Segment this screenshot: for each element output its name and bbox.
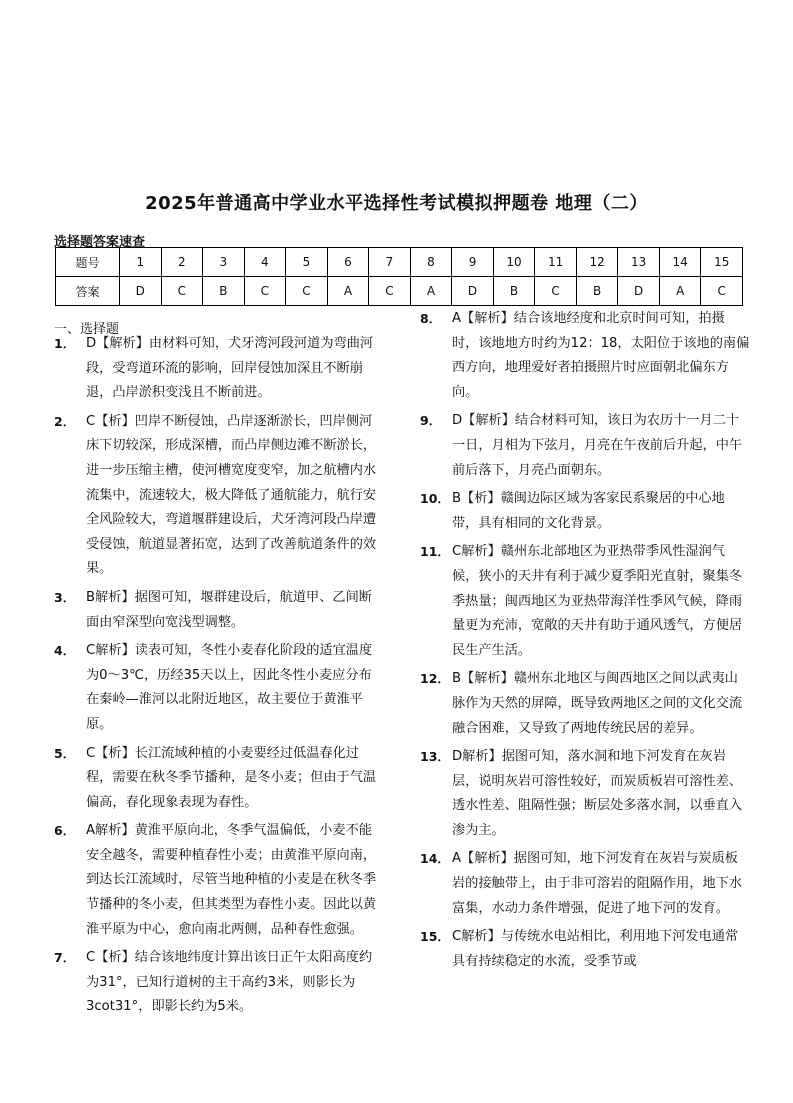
question-number-cell: 13	[618, 248, 660, 277]
answer-cell: B	[203, 277, 245, 306]
question-number: 10．	[420, 491, 450, 507]
answer-cell: D	[618, 277, 660, 306]
explanation-text: C【析】长江流域种植的小麦要经过低温春化过程，需要在秋冬季节播种，是冬小麦；但由于气温偏高，春化现象表现为春性。	[86, 745, 377, 810]
question-number: 8．	[420, 311, 442, 326]
answer-table	[55, 247, 743, 306]
explanation-item	[420, 925, 750, 974]
answer-cell: D	[452, 277, 494, 306]
question-number-cell: 5	[286, 248, 328, 277]
explanation-text: C解析】读表可知，冬性小麦春化阶段的适宜温度为0～3℃，历经35天以上，因此冬性小麦应分布在秦岭—淮河以北附近地区，故主要位于黄淮平原。	[86, 643, 373, 732]
explanation-text: A【解析】据图可知，地下河发育在灰岩与炭质板岩的接触带上，由于非可溶岩的阻隔作用，地下水富集，水动力条件增强，促进了地下河的发育。	[452, 851, 743, 916]
explanation-text: C【析】结合该地纬度计算出该日正午太阳高度约为31°，已知行道树的主干高约3米，则影长为3cot31°，即影长约为5米。	[86, 950, 373, 1015]
question-number-cell: 2	[161, 248, 203, 277]
explanation-item	[420, 540, 750, 663]
explanation-item	[54, 639, 384, 737]
explanation-text: A【解析】结合该地经度和北京时间可知，拍摄时，该地地方时约为12：18，太阳位于该地的南偏西方向，地理爱好者拍摄照片时应面朝北偏东方向。	[452, 311, 750, 400]
answer-cell: A	[327, 277, 369, 306]
question-number: 15．	[420, 929, 450, 945]
question-number: 9．	[420, 413, 442, 429]
explanation-item	[54, 332, 384, 406]
explanation-text: A解析】黄淮平原向北，冬季气温偏低，小麦不能安全越冬，需要种植春性小麦；由黄淮平原向南，到达长江流域时，尽管当地种植的小麦是在秋冬季节播种的冬小麦，但其类型为春性小麦。因此以黄淮平原为中心，愈向南北两侧，品种春性愈强。	[86, 823, 377, 937]
explanation-item	[54, 742, 384, 816]
explanation-text: C【析】凹岸不断侵蚀，凸岸逐渐淤长，凹岸侧河床下切较深，形成深槽，而凸岸侧边滩不断淤长，进一步压缩主槽，使河槽宽度变窄，加之航槽内水流集中，流速较大，极大降低了通航能力，航行安全风险较大，弯道堰群建设后，犬牙湾河段凸岸遭受侵蚀，航道显著拓宽，达到了改善航道条件的效果。	[86, 413, 377, 577]
question-number-cell: 10	[493, 248, 535, 277]
question-number: 11．	[420, 544, 450, 560]
answer-cell: A	[410, 277, 452, 306]
table-caption: 选择题答案速查	[54, 235, 146, 250]
number-row	[56, 248, 743, 277]
answer-cell: C	[701, 277, 743, 306]
question-number: 14．	[420, 851, 450, 867]
section-title: 一、选择题	[54, 322, 120, 337]
page-title: 2025年普通高中学业水平选择性考试模拟押题卷 地理（二）	[145, 193, 648, 214]
question-number-cell: 9	[452, 248, 494, 277]
answer-row	[56, 277, 743, 306]
left-column	[54, 332, 384, 1024]
explanation-text: B解析】据图可知，堰群建设后，航道甲、乙间断面由窄深型向宽浅型调整。	[86, 589, 372, 630]
question-number-cell: 7	[369, 248, 411, 277]
explanation-text: D解析】据图可知，落水洞和地下河发育在灰岩层，说明灰岩可溶性较好，而炭质板岩可溶性差、透水性差、阻隔性强；断层处多落水洞，以垂直入渗为主。	[452, 749, 743, 838]
explanation-text: C解析】赣州东北部地区为亚热带季风性湿润气候，狭小的天井有利于减少夏季阳光直射，聚集冬季热量；闽西地区为亚热带海洋性季风气候，降雨量更为充沛，宽敞的天井有助于通风透气，方便居民生产生活。	[452, 544, 743, 658]
question-number-cell: 15	[701, 248, 743, 277]
explanation-item	[420, 667, 750, 741]
explanation-item	[54, 946, 384, 1020]
question-number: 4．	[54, 643, 76, 659]
question-number-cell: 12	[576, 248, 618, 277]
row-label-number: 题号	[56, 248, 120, 277]
answer-cell: B	[576, 277, 618, 306]
question-number: 7．	[54, 950, 76, 966]
question-number-cell: 6	[327, 248, 369, 277]
question-number: 3．	[54, 589, 76, 605]
explanation-text: D【解析】结合材料可知，该日为农历十一月二十一日，月相为下弦月，月亮在午夜前后升起，中午前后落下，月亮凸面朝东。	[452, 413, 743, 478]
explanation-text: B【解析】赣州东北地区与闽西地区之间以武夷山脉作为天然的屏障，既导致两地区之间的文化交流融合困难，又导致了两地传统民居的差异。	[452, 671, 743, 736]
question-number: 5．	[54, 745, 76, 761]
answer-cell: C	[286, 277, 328, 306]
row-label-answer: 答案	[56, 277, 120, 306]
explanation-item	[420, 847, 750, 921]
question-number: 13．	[420, 749, 450, 765]
explanation-text: C解析】与传统水电站相比，利用地下河发电通常具有持续稳定的水流，受季节或	[452, 929, 739, 969]
question-number-cell: 14	[659, 248, 701, 277]
question-number: 2．	[54, 413, 76, 429]
explanation-item	[54, 586, 384, 635]
answer-cell: C	[161, 277, 203, 306]
explanation-item	[54, 410, 384, 582]
answer-cell: C	[369, 277, 411, 306]
explanation-item	[420, 307, 750, 405]
question-number-cell: 4	[244, 248, 286, 277]
question-number-cell: 11	[535, 248, 577, 277]
answer-cell: C	[244, 277, 286, 306]
explanation-item	[420, 745, 750, 843]
answer-cell: D	[120, 277, 162, 306]
explanation-item	[54, 819, 384, 942]
question-number: 6．	[54, 823, 76, 839]
explanation-text: D【解析】由材料可知，犬牙湾河段河道为弯曲河段，受弯道环流的影响，回岸侵蚀加深且不断崩退，凸岸淤积变浅且不断前进。	[86, 336, 374, 401]
answer-cell: A	[659, 277, 701, 306]
question-number: 12．	[420, 671, 450, 687]
question-number-cell: 3	[203, 248, 245, 277]
explanation-item	[420, 487, 750, 536]
answer-cell: B	[493, 277, 535, 306]
right-column	[420, 307, 750, 978]
explanation-item	[420, 409, 750, 483]
question-number-cell: 1	[120, 248, 162, 277]
explanation-text: B【析】赣闽边际区域为客家民系聚居的中心地带，具有相同的文化背景。	[452, 491, 725, 531]
question-number: 1．	[54, 336, 76, 351]
question-number-cell: 8	[410, 248, 452, 277]
answer-cell: C	[535, 277, 577, 306]
